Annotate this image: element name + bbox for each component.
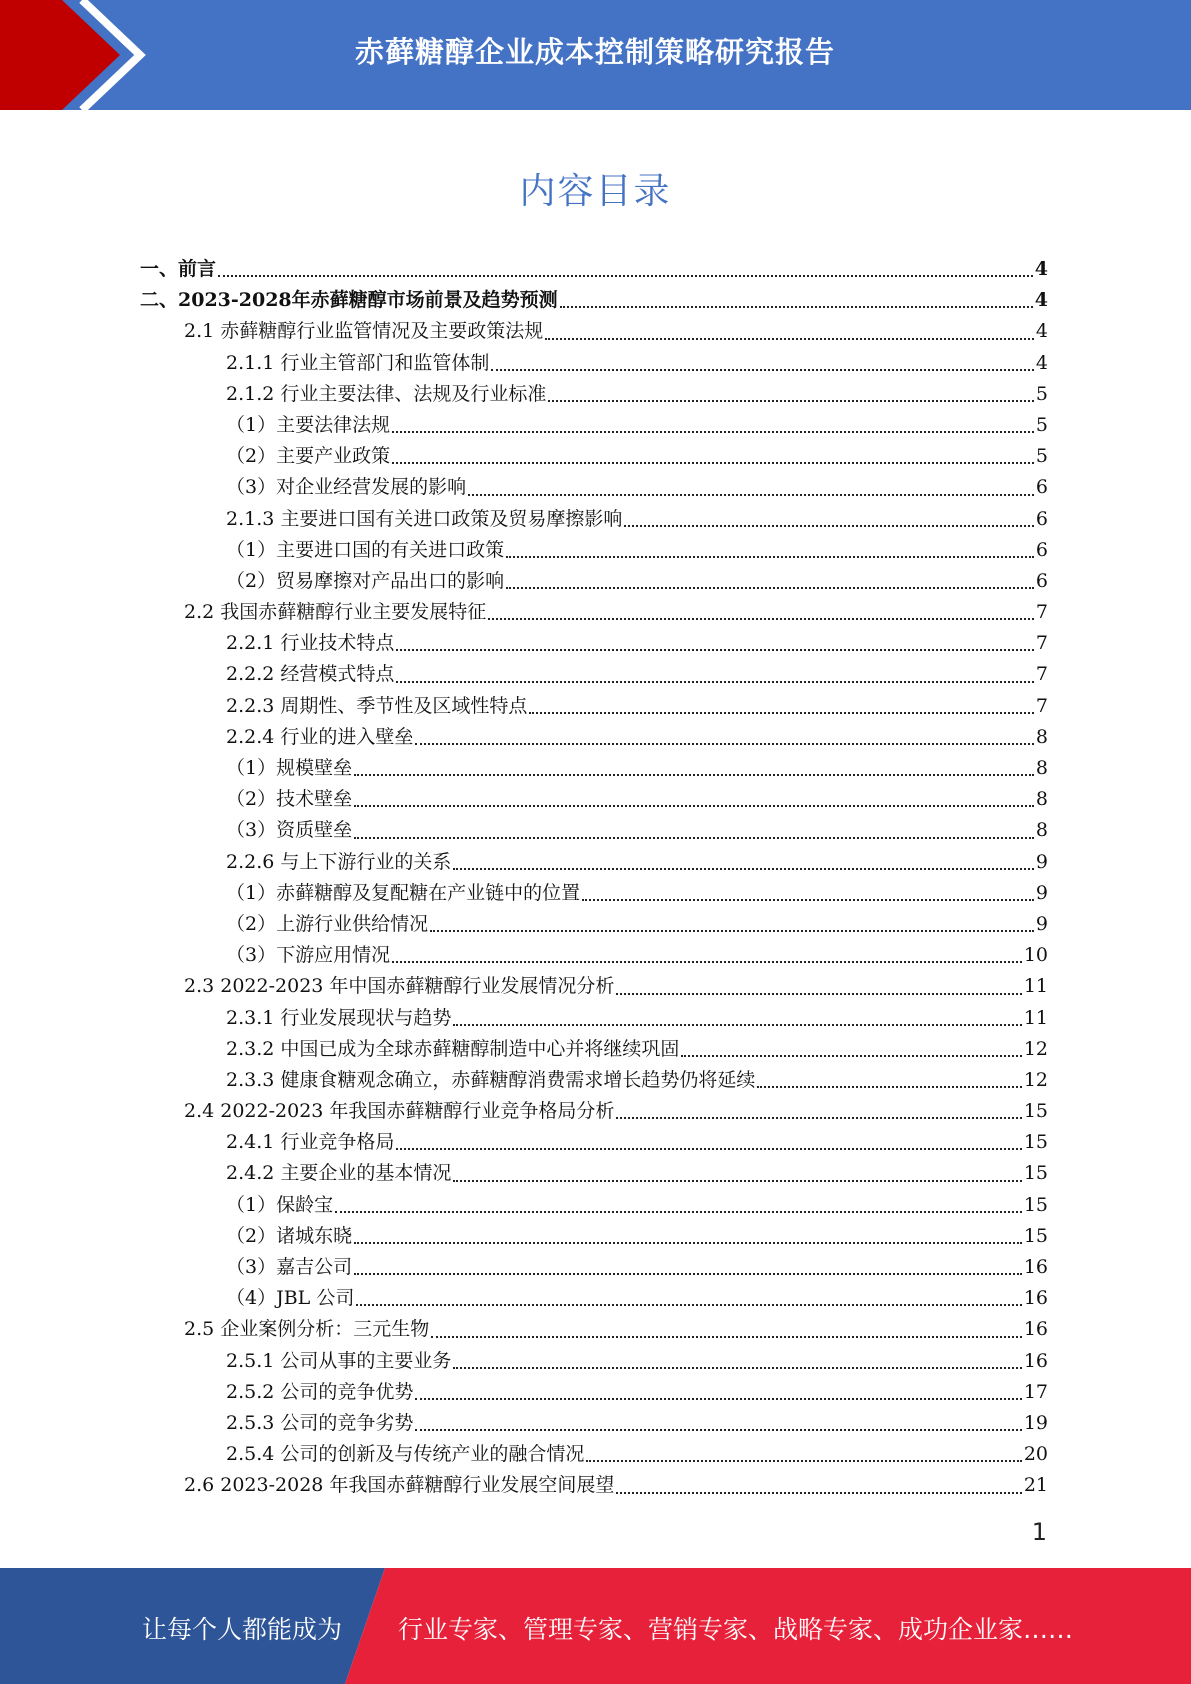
toc-entry-label: （1）主要法律法规	[226, 413, 391, 436]
toc-entry-page: 10	[1023, 944, 1048, 967]
toc-entry-label: 2.4.2 主要企业的基本情况	[226, 1162, 452, 1185]
toc-dot-leader	[396, 649, 1034, 651]
toc-dot-leader	[488, 618, 1034, 620]
toc-entry-label: 二、2023-2028年赤藓糖醇市场前景及趋势预测	[140, 289, 558, 312]
toc-entry-label: （3）资质壁垒	[226, 819, 353, 842]
toc-entry-label: 2.4.1 行业竞争格局	[226, 1131, 395, 1154]
toc-entry-page: 9	[1035, 881, 1048, 904]
toc-dot-leader	[396, 1148, 1021, 1150]
toc-entry-page: 8	[1035, 819, 1048, 842]
toc-dot-leader	[453, 1367, 1021, 1369]
report-title: 赤藓糖醇企业成本控制策略研究报告	[355, 35, 836, 69]
toc-entry[interactable]	[140, 1439, 1048, 1470]
toc-entry-label: 2.2.2 经营模式特点	[226, 663, 395, 686]
toc-entry-page: 8	[1035, 788, 1048, 811]
toc-entry[interactable]	[140, 254, 1048, 285]
toc-entry[interactable]	[140, 815, 1048, 846]
toc-entry-page: 19	[1023, 1411, 1048, 1434]
toc-dot-leader	[415, 743, 1034, 745]
toc-entry-page: 8	[1035, 757, 1048, 779]
toc-entry[interactable]	[140, 971, 1048, 1002]
toc-dot-leader	[616, 1117, 1021, 1119]
toc-entry[interactable]	[140, 1034, 1048, 1065]
toc-dot-leader	[548, 400, 1034, 402]
toc-entry-page: 4	[1034, 258, 1048, 280]
toc-entry[interactable]	[140, 504, 1048, 535]
toc-title: 内容目录	[519, 171, 672, 212]
toc-entry[interactable]	[140, 597, 1048, 628]
toc-dot-leader	[392, 431, 1034, 433]
toc-dot-leader	[354, 837, 1034, 839]
toc-entry-label: 2.6 2023-2028 年我国赤藓糖醇行业发展空间展望	[184, 1474, 615, 1497]
toc-entry-label: 2.2 我国赤藓糖醇行业主要发展特征	[184, 601, 487, 624]
toc-entry[interactable]	[140, 659, 1048, 690]
toc-entry-label: 2.3.2 中国已成为全球赤藓糖醇制造中心并将继续巩固	[226, 1037, 680, 1060]
toc-entry-label: 2.1.3 主要进口国有关进口政策及贸易摩擦影响	[226, 507, 623, 530]
toc-entry[interactable]	[140, 1065, 1048, 1096]
toc-entry[interactable]	[140, 535, 1048, 566]
toc-entry[interactable]	[140, 1096, 1048, 1127]
toc-entry-label: 2.1 赤藓糖醇行业监管情况及主要政策法规	[184, 320, 544, 343]
toc-entry[interactable]	[140, 753, 1048, 784]
toc-dot-leader	[582, 899, 1034, 901]
toc-entry-label: （2）上游行业供给情况	[226, 912, 429, 935]
toc-entry-label: （1）主要进口国的有关进口政策	[226, 538, 505, 561]
toc-entry-page: 4	[1035, 320, 1048, 343]
toc-entry[interactable]	[140, 472, 1048, 503]
toc-entry-label: （2）贸易摩擦对产品出口的影响	[226, 569, 505, 592]
toc-dot-leader	[506, 587, 1034, 589]
toc-entry[interactable]	[140, 1127, 1048, 1158]
toc-dot-leader	[354, 774, 1034, 776]
toc-entry[interactable]	[140, 1221, 1048, 1252]
toc-dot-leader	[624, 525, 1034, 527]
page-header	[0, 0, 1191, 110]
toc-entry[interactable]	[140, 847, 1048, 878]
toc-entry-page: 4	[1034, 289, 1048, 312]
toc-entry[interactable]	[140, 691, 1048, 722]
toc-dot-leader	[453, 868, 1034, 870]
toc-entry[interactable]	[140, 1283, 1048, 1314]
toc-entry-label: 2.3 2022-2023 年中国赤藓糖醇行业发展情况分析	[184, 975, 615, 998]
toc-dot-leader	[415, 1398, 1021, 1400]
toc-entry[interactable]	[140, 1252, 1048, 1283]
toc-entry-page: 12	[1023, 1068, 1048, 1091]
toc-entry-page: 21	[1023, 1474, 1048, 1497]
toc-entry-label: 2.2.6 与上下游行业的关系	[226, 850, 452, 873]
toc-entry[interactable]	[140, 348, 1048, 379]
toc-entry-label: （2）技术壁垒	[226, 788, 353, 811]
toc-entry-page: 20	[1023, 1443, 1048, 1466]
footer-slogan-right: 行业专家、管理专家、营销专家、战略专家、成功企业家……	[398, 1615, 1074, 1644]
footer-slogan-left: 让每个人都能成为	[142, 1615, 343, 1644]
toc-dot-leader	[396, 681, 1034, 683]
toc-entry-label: 2.5.3 公司的竞争劣势	[226, 1411, 414, 1434]
toc-entry-label: 2.2.3 周期性、季节性及区域性特点	[226, 694, 528, 717]
toc-entry[interactable]	[140, 316, 1048, 347]
toc-dot-leader	[335, 1211, 1022, 1213]
toc-dot-leader	[431, 1336, 1022, 1338]
toc-entry-page: 6	[1035, 507, 1048, 530]
toc-dot-leader	[453, 1180, 1021, 1182]
toc-entry-label: （2）主要产业政策	[226, 445, 391, 468]
toc-entry-label: （1）赤藓糖醇及复配糖在产业链中的位置	[226, 881, 581, 904]
toc-entry[interactable]	[140, 1346, 1048, 1377]
toc-dot-leader	[586, 1460, 1021, 1462]
toc-entry-page: 9	[1035, 850, 1048, 873]
toc-entry-page: 6	[1035, 569, 1048, 592]
toc-dot-leader	[545, 338, 1034, 340]
toc-entry-label: 2.1.2 行业主要法律、法规及行业标准	[226, 382, 547, 405]
toc-dot-leader	[392, 462, 1034, 464]
toc-dot-leader	[356, 1304, 1021, 1306]
toc-entry-page: 11	[1023, 975, 1048, 998]
toc-entry-page: 5	[1035, 413, 1048, 436]
toc-dot-leader	[757, 1086, 1021, 1088]
toc-entry-label: （1）规模壁垒	[226, 757, 353, 779]
toc-entry[interactable]	[140, 410, 1048, 441]
toc-entry[interactable]	[140, 628, 1048, 659]
toc-entry[interactable]	[140, 784, 1048, 815]
toc-entry[interactable]	[140, 722, 1048, 753]
toc-entry-page: 8	[1035, 725, 1048, 748]
toc-entry-page: 7	[1035, 632, 1048, 655]
toc-entry[interactable]	[140, 566, 1048, 597]
toc-dot-leader	[681, 1055, 1021, 1057]
toc-dot-leader	[430, 930, 1034, 932]
toc-entry-page: 16	[1023, 1318, 1048, 1341]
toc-entry-page: 16	[1023, 1256, 1048, 1278]
toc-dot-leader	[491, 369, 1034, 371]
table-of-contents	[140, 254, 1048, 1502]
toc-entry-label: 2.2.1 行业技术特点	[226, 632, 395, 655]
toc-dot-leader	[529, 712, 1034, 714]
toc-dot-leader	[392, 961, 1022, 963]
toc-entry-page: 15	[1023, 1162, 1048, 1185]
toc-entry-page: 16	[1023, 1349, 1048, 1372]
toc-entry-label: 2.5.1 公司从事的主要业务	[226, 1349, 452, 1372]
toc-dot-leader	[453, 1024, 1021, 1026]
toc-entry-label: 2.5.2 公司的竞争优势	[226, 1380, 414, 1403]
toc-entry-label: 2.1.1 行业主管部门和监管体制	[226, 351, 490, 374]
toc-dot-leader	[354, 805, 1034, 807]
toc-entry-page: 16	[1023, 1287, 1048, 1310]
toc-entry[interactable]	[140, 1377, 1048, 1408]
toc-entry-page: 17	[1023, 1380, 1048, 1403]
toc-dot-leader	[560, 306, 1033, 308]
toc-entry-page: 5	[1035, 445, 1048, 468]
toc-entry-page: 15	[1023, 1100, 1048, 1123]
toc-entry[interactable]	[140, 441, 1048, 472]
toc-entry[interactable]	[140, 1158, 1048, 1189]
toc-entry-page: 12	[1023, 1037, 1048, 1060]
toc-dot-leader	[415, 1429, 1021, 1431]
toc-entry[interactable]	[140, 940, 1048, 971]
toc-dot-leader	[354, 1273, 1022, 1275]
toc-dot-leader	[354, 1242, 1022, 1244]
toc-entry-page: 7	[1035, 694, 1048, 717]
toc-entry[interactable]	[140, 909, 1048, 940]
toc-entry-page: 7	[1035, 663, 1048, 686]
toc-entry[interactable]	[140, 1470, 1048, 1501]
toc-entry-page: 11	[1023, 1006, 1048, 1029]
toc-entry-page: 4	[1035, 351, 1048, 374]
toc-entry-label: （1）保龄宝	[226, 1193, 334, 1216]
toc-entry-label: 2.3.3 健康食糖观念确立，赤藓糖醇消费需求增长趋势仍将延续	[226, 1068, 756, 1091]
toc-dot-leader	[616, 993, 1021, 995]
toc-entry[interactable]	[140, 1190, 1048, 1221]
toc-entry-label: 2.2.4 行业的进入壁垒	[226, 725, 414, 748]
toc-entry-label: （3）下游应用情况	[226, 944, 391, 967]
toc-entry[interactable]	[140, 1408, 1048, 1439]
toc-entry-label: 2.4 2022-2023 年我国赤藓糖醇行业竞争格局分析	[184, 1100, 615, 1123]
toc-entry-page: 7	[1035, 601, 1048, 624]
toc-entry-page: 6	[1035, 476, 1048, 499]
toc-entry-label: 2.5.4 公司的创新及与传统产业的融合情况	[226, 1443, 585, 1466]
toc-entry-label: （3）对企业经营发展的影响	[226, 476, 467, 499]
toc-entry-label: （2）诸城东晓	[226, 1224, 353, 1247]
toc-entry-page: 5	[1035, 382, 1048, 405]
toc-entry-page: 9	[1035, 912, 1048, 935]
toc-entry[interactable]	[140, 1003, 1048, 1034]
toc-dot-leader	[506, 556, 1034, 558]
toc-dot-leader	[616, 1492, 1021, 1494]
toc-entry-label: （4）JBL 公司	[226, 1287, 355, 1310]
toc-dot-leader	[468, 494, 1034, 496]
toc-entry-page: 6	[1035, 538, 1048, 561]
toc-entry[interactable]	[140, 1314, 1048, 1345]
toc-entry-label: 一、前言	[140, 258, 217, 280]
page-footer	[0, 1568, 1191, 1684]
toc-entry[interactable]	[140, 878, 1048, 909]
toc-entry-page: 15	[1023, 1193, 1048, 1216]
toc-entry[interactable]	[140, 379, 1048, 410]
toc-entry-label: （3）嘉吉公司	[226, 1256, 353, 1278]
toc-entry-label: 2.3.1 行业发展现状与趋势	[226, 1006, 452, 1029]
toc-entry-page: 15	[1023, 1131, 1048, 1154]
toc-entry[interactable]	[140, 285, 1048, 316]
toc-entry-label: 2.5 企业案例分析：三元生物	[184, 1318, 430, 1341]
toc-dot-leader	[218, 275, 1033, 277]
page-number: 1	[1031, 1518, 1047, 1546]
toc-entry-page: 15	[1023, 1224, 1048, 1247]
